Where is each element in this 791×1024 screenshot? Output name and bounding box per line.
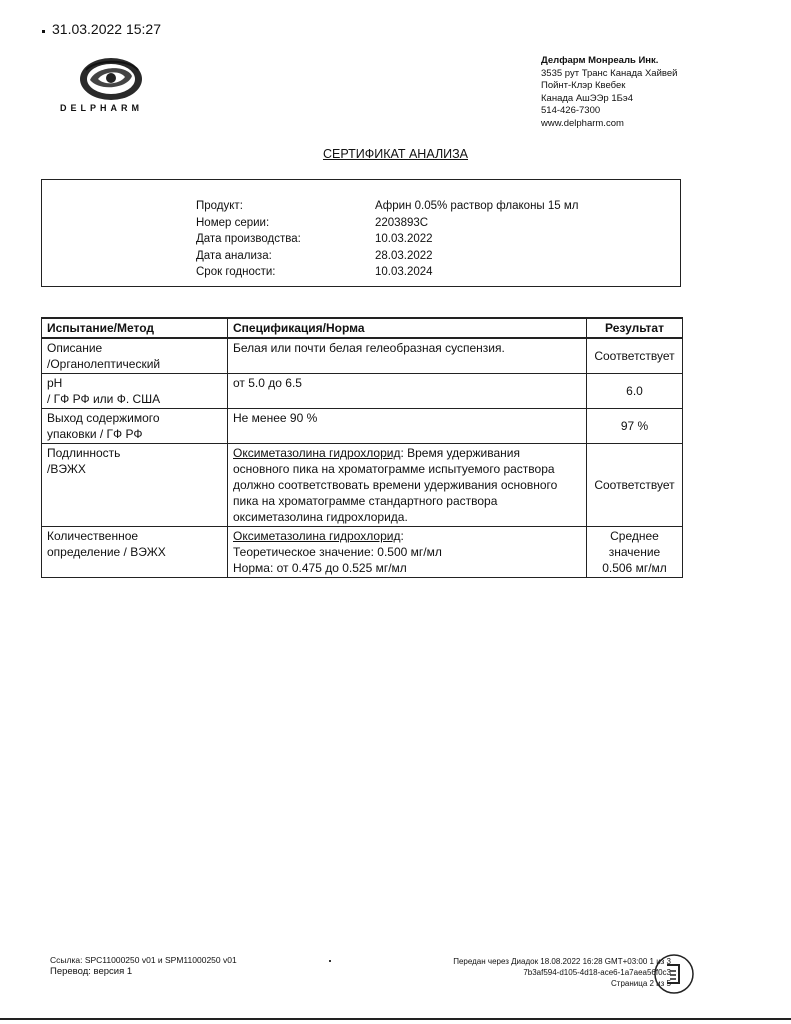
spec-line: Не менее 90 % xyxy=(233,411,318,425)
spec-line: должно соответствовать времени удерживания основного xyxy=(233,478,558,492)
scan-mark xyxy=(329,960,331,962)
footer-transfer-line xyxy=(428,956,671,967)
test-line: Количественное xyxy=(47,529,139,543)
spec-line: от 5.0 до 6.5 xyxy=(233,376,302,390)
test-line: Подлинность xyxy=(47,446,121,460)
table-header-row xyxy=(42,318,683,338)
test-line: / ГФ РФ или Ф. США xyxy=(47,392,161,406)
header-result: Результат xyxy=(587,318,683,338)
footer-page-overlap: 1 из 3 xyxy=(649,957,671,966)
spec-line: оксиметазолина гидрохлорида. xyxy=(233,510,408,524)
spec-text: : xyxy=(400,529,404,543)
footer-page: Страница 2 из 5 xyxy=(611,979,671,988)
info-row xyxy=(196,248,579,265)
diadoc-stamp-icon xyxy=(653,953,695,995)
address-line: www.delpharm.com xyxy=(541,117,624,129)
product-info-grid xyxy=(196,198,579,281)
info-label: Номер серии: xyxy=(196,216,270,229)
address-line: 514-426-7300 xyxy=(541,105,601,116)
document-title xyxy=(0,147,791,161)
result-line: Среднее xyxy=(610,529,659,543)
header-test: Испытание/Метод xyxy=(42,318,228,338)
spec-line xyxy=(233,528,581,544)
fax-timestamp: 31.03.2022 15:27 xyxy=(52,21,161,37)
test-line: /ВЭЖХ xyxy=(47,462,86,476)
spec-cell xyxy=(228,338,587,374)
spec-line: Теоретическое значение: 0.500 мг/мл xyxy=(233,545,442,559)
test-line: /Органолептический xyxy=(47,357,161,371)
test-line: определение / ВЭЖХ xyxy=(47,545,166,559)
info-label: Продукт: xyxy=(196,200,243,212)
scan-mark xyxy=(42,30,45,33)
spec-cell xyxy=(228,527,587,578)
footer-left xyxy=(50,954,237,978)
spec-line xyxy=(233,445,581,461)
results-table xyxy=(41,317,683,578)
info-label: Дата производства: xyxy=(196,233,301,245)
address-line: 3535 рут Транс Канада Хайвей xyxy=(541,67,678,79)
result-cell xyxy=(587,374,683,409)
test-cell xyxy=(42,374,228,409)
info-value: 2203893C xyxy=(375,216,429,229)
spec-cell xyxy=(228,409,587,444)
result-line: Соответствует xyxy=(594,478,675,492)
result-line: 0.506 мг/мл xyxy=(602,561,667,575)
spec-cell xyxy=(228,444,587,527)
footer-translation: Перевод: версия 1 xyxy=(50,966,133,977)
logo-text: DELPHARM xyxy=(60,103,143,113)
address-line: Пойнт-Клэр Квебек xyxy=(541,80,626,91)
spec-line: основного пика на хроматограмме испытуемого раствора xyxy=(233,462,555,476)
info-row xyxy=(196,264,579,281)
address-line: Делфарм Монреаль Инк. xyxy=(541,55,659,66)
footer-right xyxy=(428,956,671,989)
product-info-box xyxy=(41,179,681,287)
table-row xyxy=(42,444,683,527)
table-row xyxy=(42,374,683,409)
footer-reference: Ссылка: SPC11000250 v01 и SPM11000250 v01 xyxy=(50,955,237,965)
info-value: 10.03.2022 xyxy=(375,233,433,245)
spec-text: : Время удерживания xyxy=(400,446,520,460)
document-title-text: СЕРТИФИКАТ АНАЛИЗА xyxy=(322,147,469,161)
result-cell xyxy=(587,338,683,374)
spec-cell xyxy=(228,374,587,409)
spec-line: Белая или почти белая гелеобразная суспензия. xyxy=(233,341,505,355)
info-label: Дата анализа: xyxy=(196,249,272,262)
spec-substance: Оксиметазолина гидрохлорид xyxy=(233,446,401,460)
result-line: 6.0 xyxy=(626,384,643,398)
footer-transfer: Передан через Диадок 18.08.2022 16:28 GMT+03:00 xyxy=(453,957,648,966)
spec-substance: Оксиметазолина гидрохлорид xyxy=(233,529,401,543)
info-label: Срок годности: xyxy=(196,266,276,278)
address-line: Канада АшЭЭр 1Бэ4 xyxy=(541,92,633,104)
test-cell xyxy=(42,444,228,527)
spec-line: Норма: от 0.475 до 0.525 мг/мл xyxy=(233,561,407,575)
result-line: 97 % xyxy=(620,419,649,433)
info-row xyxy=(196,231,579,248)
result-cell xyxy=(587,444,683,527)
result-cell xyxy=(587,409,683,444)
test-cell xyxy=(42,527,228,578)
info-row xyxy=(196,198,579,215)
test-line: упаковки / ГФ РФ xyxy=(47,427,143,441)
info-value: 10.03.2024 xyxy=(375,266,433,278)
result-line: значение xyxy=(608,545,661,559)
table-row xyxy=(42,409,683,444)
test-line: Описание xyxy=(47,341,103,355)
table-row xyxy=(42,527,683,578)
test-cell xyxy=(42,338,228,374)
test-line: Выход содержимого xyxy=(47,411,160,425)
footer-doc-id: 7b3af594-d105-4d18-ace6-1a7aea56f0c3 xyxy=(523,968,671,977)
spec-line: пика на хроматограмме стандартного раствора xyxy=(233,494,498,508)
info-row xyxy=(196,215,579,232)
result-line: Соответствует xyxy=(594,349,675,363)
delpharm-logo-icon xyxy=(78,56,144,102)
header-spec: Спецификация/Норма xyxy=(228,318,587,338)
result-cell xyxy=(587,527,683,578)
info-value: Африн 0.05% раствор флаконы 15 мл xyxy=(375,200,579,212)
bottom-divider xyxy=(0,1018,791,1020)
table-row xyxy=(42,338,683,374)
test-cell xyxy=(42,409,228,444)
company-address xyxy=(541,55,677,130)
info-value: 28.03.2022 xyxy=(375,249,433,262)
test-line: pH xyxy=(47,376,63,390)
